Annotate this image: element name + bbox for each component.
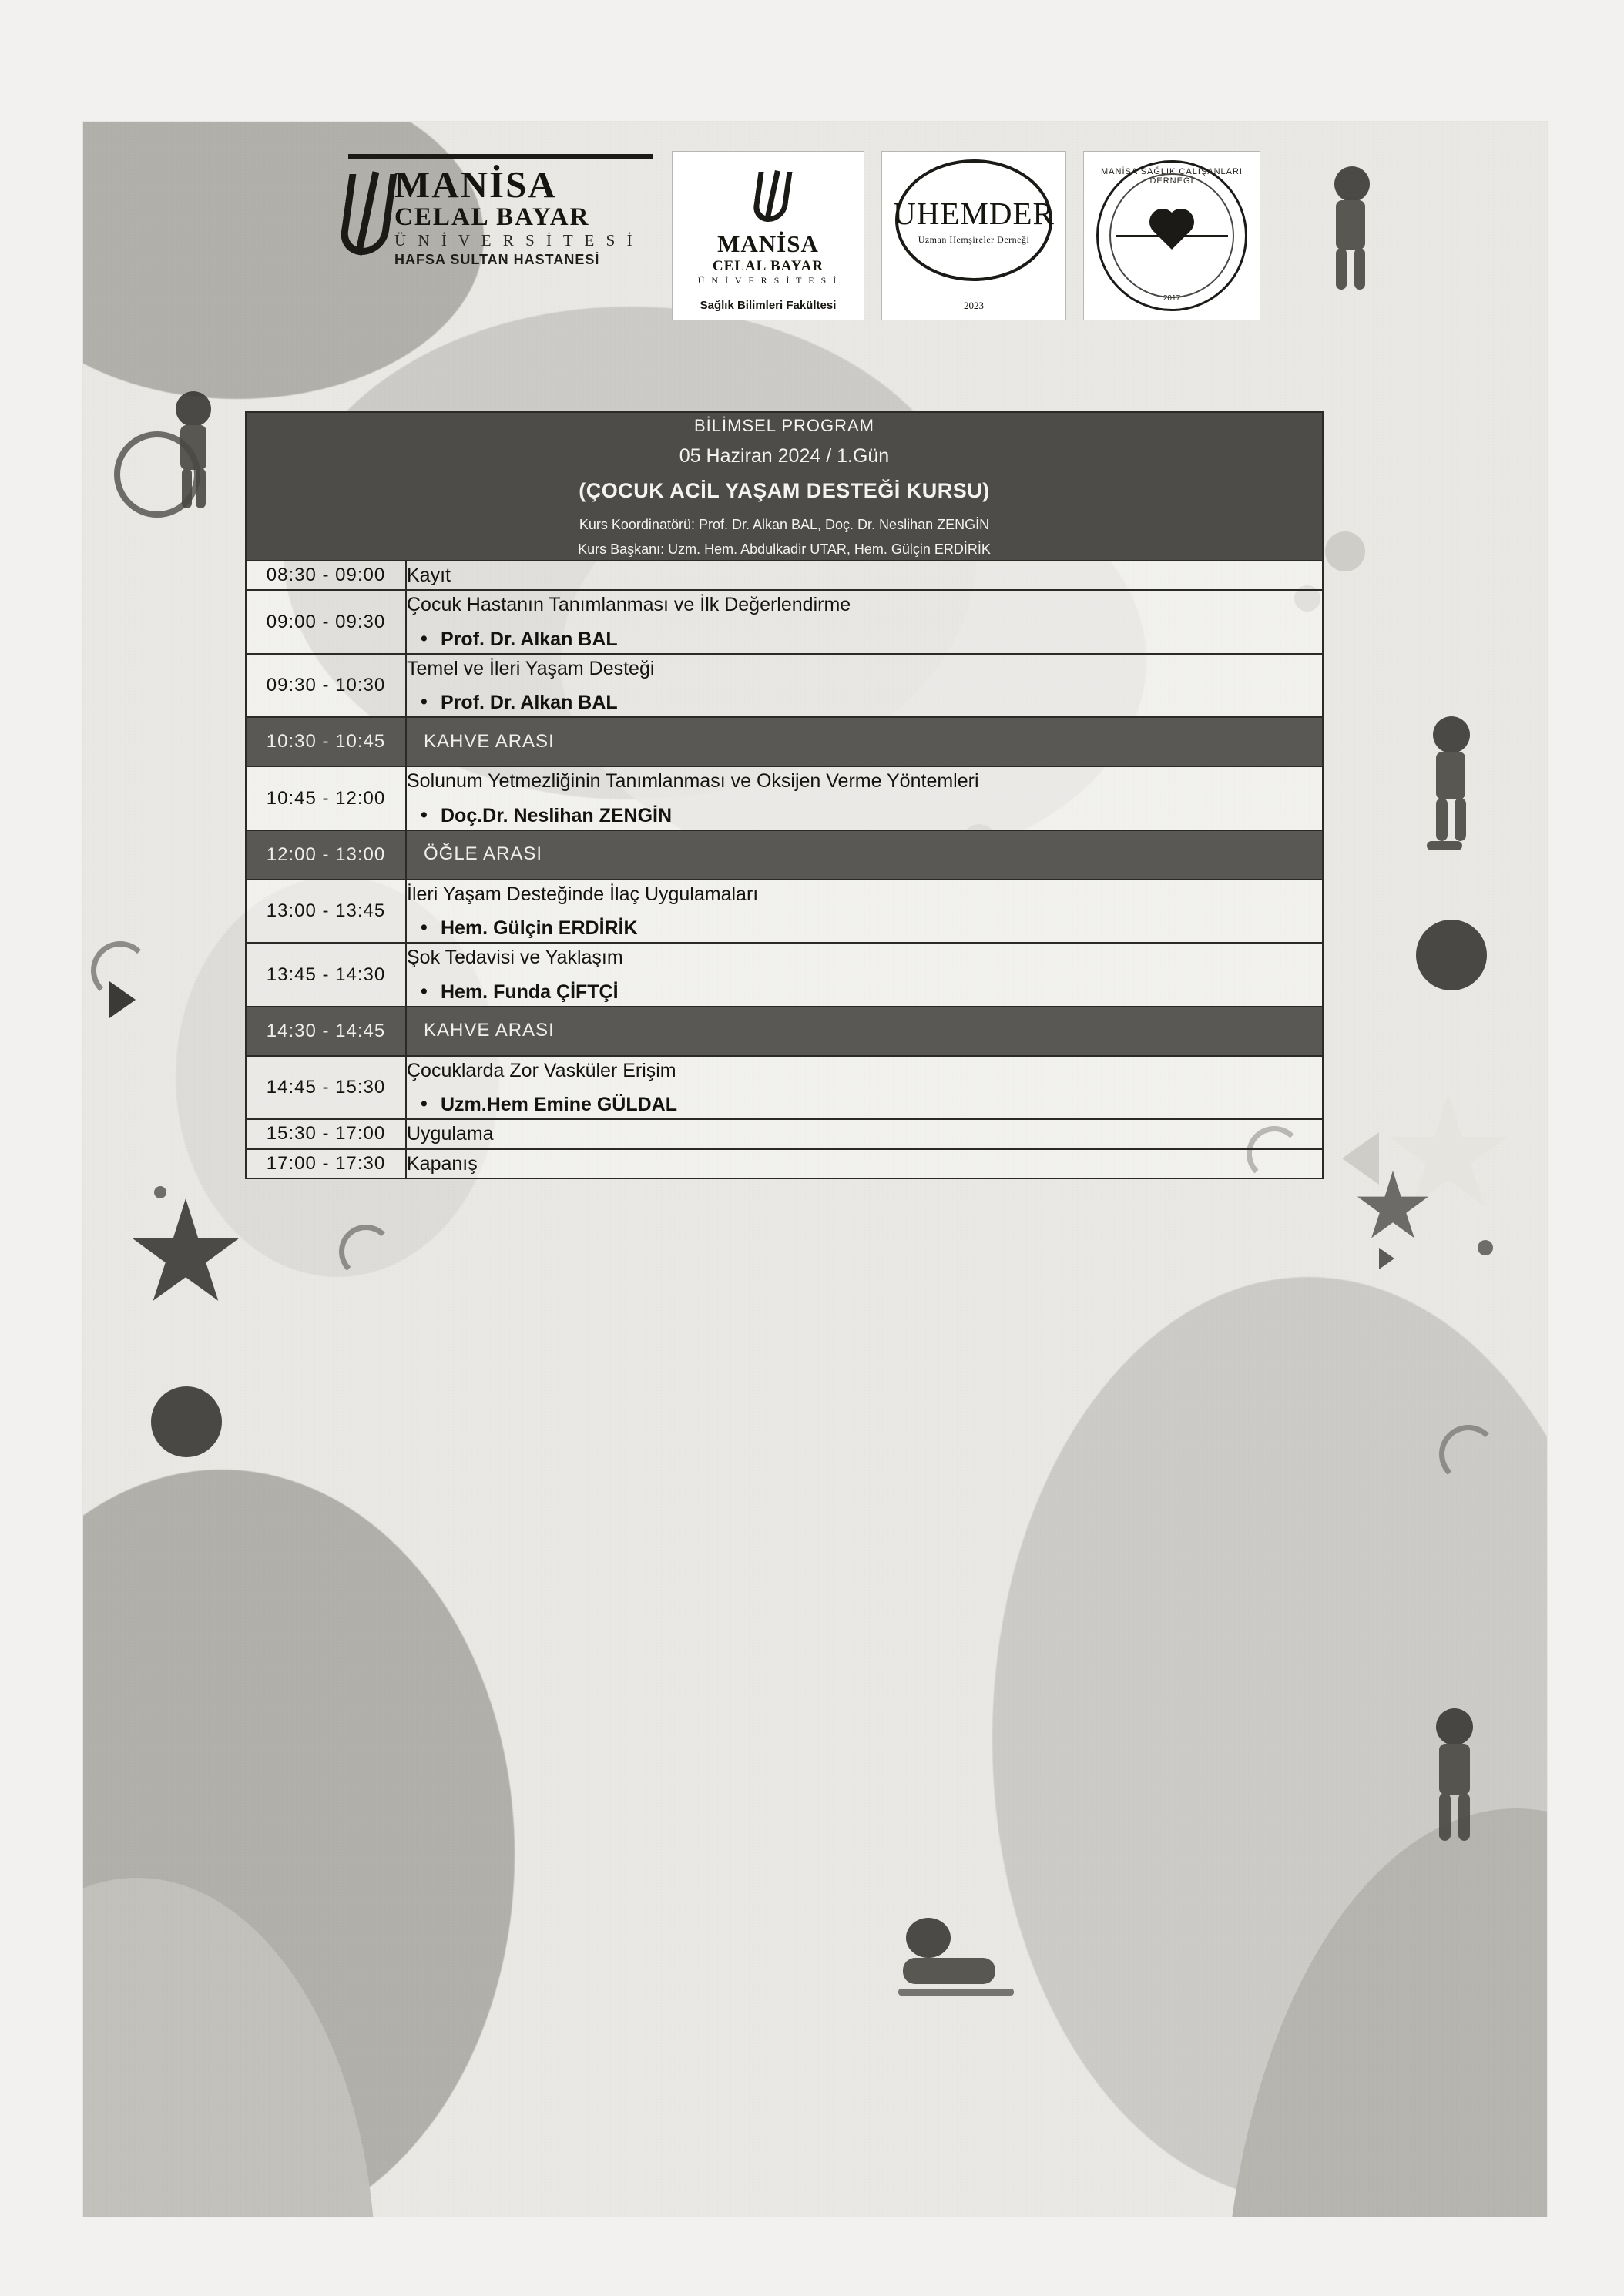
row-title: Temel ve İleri Yaşam Desteği [407, 657, 655, 679]
row-speaker: • Prof. Dr. Alkan BAL [441, 625, 1322, 653]
row-title: Solunum Yetmezliğinin Tanımlanması ve Oksijen Verme Yöntemleri [407, 770, 979, 793]
scientific-program-table [245, 411, 1324, 1179]
row-title: Uygulama [407, 1123, 494, 1145]
logo-line-1: MANİSA [717, 230, 819, 257]
logo-arc-text: MANİSA SAĞLIK ÇALIŞANLARI DERNEĞİ [1101, 167, 1243, 186]
table-row [246, 1149, 1323, 1178]
row-title: Çocuklarda Zor Vasküler Erişim [407, 1059, 676, 1081]
row-title: Şok Tedavisi ve Yaklaşım [407, 947, 623, 969]
program-chairs: Kurs Başkanı: Uzm. Hem. Abdulkadir UTAR, Hem. Gülçin ERDİRİK [578, 541, 991, 557]
logo-rule [348, 154, 653, 159]
logo-line-2: CELAL BAYAR [712, 258, 824, 274]
row-time: 17:00 - 17:30 [246, 1149, 406, 1178]
tulip-glyph-icon [746, 170, 790, 226]
logo-uhemder [881, 151, 1066, 320]
row-topic [406, 766, 1323, 830]
row-speaker: • Hem. Funda ÇİFTÇİ [441, 978, 1322, 1006]
table-row-break [246, 830, 1323, 880]
row-time: 15:30 - 17:00 [246, 1119, 406, 1148]
row-time: 09:00 - 09:30 [246, 590, 406, 654]
row-title: ÖĞLE ARASI [406, 830, 1323, 880]
program-table-body [246, 412, 1323, 1178]
table-row [246, 590, 1323, 654]
row-speaker: • Prof. Dr. Alkan BAL [441, 689, 1322, 716]
tulip-glyph-icon [330, 171, 390, 262]
row-topic [406, 1056, 1323, 1120]
table-row [246, 654, 1323, 718]
logo-line-2: Uzman Hemşireler Derneği [918, 234, 1030, 245]
row-time: 09:30 - 10:30 [246, 654, 406, 718]
kid-illustration-reading [884, 1918, 1031, 2018]
logo-saglik-calisanlari-dernegi [1083, 151, 1260, 320]
row-speaker: • Uzm.Hem Emine GÜLDAL [441, 1091, 1322, 1118]
row-title: KAHVE ARASI [406, 1007, 1323, 1056]
heart-icon [1153, 213, 1190, 250]
logo-line-1: UHEMDER [893, 196, 1055, 231]
row-topic [406, 561, 1323, 590]
row-speaker: • Hem. Gülçin ERDİRİK [441, 914, 1322, 942]
program-title-line-1: BİLİMSEL PROGRAM [693, 416, 874, 435]
row-title: Kapanış [407, 1152, 478, 1175]
program-header-row [246, 412, 1323, 561]
kid-illustration-cheering [1314, 166, 1399, 305]
logo-line-1: MANİSA [394, 163, 557, 206]
table-row-break [246, 1007, 1323, 1056]
row-topic [406, 880, 1323, 944]
row-time: 12:00 - 13:00 [246, 830, 406, 880]
row-time: 14:30 - 14:45 [246, 1007, 406, 1056]
logo-line-4: HAFSA SULTAN HASTANESİ [394, 252, 600, 267]
kid-illustration-hoop [151, 391, 243, 522]
program-header-cell [246, 412, 1323, 561]
row-time: 10:45 - 12:00 [246, 766, 406, 830]
table-row [246, 561, 1323, 590]
row-topic [406, 1149, 1323, 1178]
row-time: 13:00 - 13:45 [246, 880, 406, 944]
logo-line-3: Ü N İ V E R S İ T E S İ [394, 231, 636, 250]
table-row [246, 943, 1323, 1007]
table-row [246, 1056, 1323, 1120]
row-topic [406, 1119, 1323, 1148]
program-title-line-3: (ÇOCUK ACİL YAŞAM DESTEĞİ KURSU) [579, 478, 990, 502]
table-row [246, 1119, 1323, 1148]
logo-line-3: Ü N İ V E R S İ T E S İ [697, 275, 839, 286]
table-row [246, 880, 1323, 944]
logo-line-2: CELAL BAYAR [394, 203, 590, 231]
table-row-break [246, 717, 1323, 766]
row-topic [406, 590, 1323, 654]
row-speaker: • Doç.Dr. Neslihan ZENGİN [441, 802, 1322, 830]
row-title: Çocuk Hastanın Tanımlanması ve İlk Değerlendirme [407, 594, 851, 616]
logo-inner-circle [1109, 173, 1234, 298]
program-title-line-2: 05 Haziran 2024 / 1.Gün [679, 445, 890, 467]
row-time: 14:45 - 15:30 [246, 1056, 406, 1120]
logo-year: 2023 [964, 300, 984, 311]
row-time: 08:30 - 09:00 [246, 561, 406, 590]
row-title: Kayıt [407, 565, 451, 586]
row-time: 13:45 - 14:30 [246, 943, 406, 1007]
kid-illustration-skater [1413, 716, 1513, 870]
logo-ring [1096, 160, 1247, 311]
kid-illustration-standing [1414, 1708, 1515, 1870]
logo-row [324, 151, 1310, 336]
logo-saglik-bilimleri-fakultesi [672, 151, 864, 320]
logo-manisa-celal-bayar-hastane [324, 151, 655, 305]
logo-circle [893, 159, 1055, 281]
row-topic [406, 943, 1323, 1007]
program-coordinators: Kurs Koordinatörü: Prof. Dr. Alkan BAL, Doç. Dr. Neslihan ZENGİN [579, 517, 990, 532]
logo-line-4: Sağlık Bilimleri Fakültesi [700, 299, 837, 312]
row-title: KAHVE ARASI [406, 717, 1323, 766]
row-time: 10:30 - 10:45 [246, 717, 406, 766]
table-row [246, 766, 1323, 830]
logo-bottom-text: 2017 [1163, 294, 1181, 303]
row-topic [406, 654, 1323, 718]
row-title: İleri Yaşam Desteğinde İlaç Uygulamaları [407, 883, 759, 905]
